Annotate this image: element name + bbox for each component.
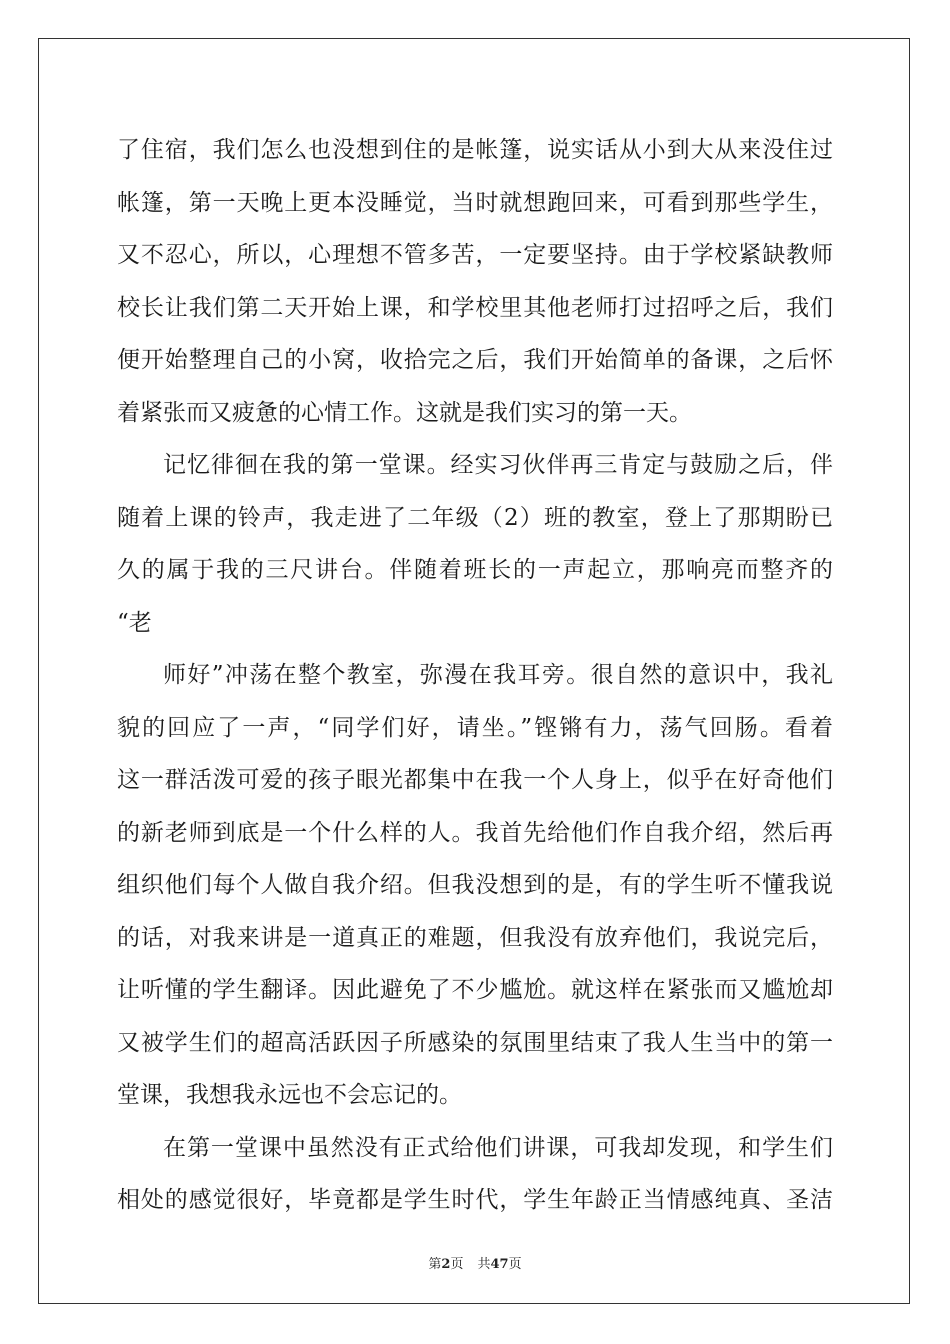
text-line: 堂课，我想我永远也不会忘记的。 — [117, 1082, 462, 1108]
text-line: 了住宿，我们怎么也没想到住的是帐篷，说实话从小到大从来没住过 — [117, 137, 833, 163]
text-line: 记忆徘徊在我的第一堂课。经实习伙伴再三肯定与鼓励之后，伴 — [163, 452, 833, 478]
text-line: 随着上课的铃声，我走进了二年级（2）班的教室，登上了那期盼已 — [117, 504, 833, 531]
text-line: 貌的回应了一声，“同学们好，请坐。”铿锵有力，荡气回肠。看着 — [117, 714, 833, 741]
text-line: 组织他们每个人做自我介绍。但我没想到的是，有的学生听不懂我说 — [117, 872, 833, 898]
footer-total-suffix: 页 — [508, 1257, 522, 1272]
text-line: “老 — [117, 609, 152, 636]
document-body — [117, 126, 833, 1229]
page-footer — [0, 1253, 950, 1272]
text-line: 着紧张而又疲惫的心情工作。这就是我们实习的第一天。 — [117, 399, 692, 426]
text-line: 师好”冲荡在整个教室，弥漫在我耳旁。很自然的意识中，我礼 — [163, 662, 833, 688]
text-line: 相处的感觉很好，毕竟都是学生时代，学生年龄正当情感纯真、圣洁 — [117, 1187, 833, 1213]
text-line: 让听懂的学生翻译。因此避免了不少尴尬。就这样在紧张而又尴尬却 — [117, 977, 833, 1003]
text-line: 又不忍心，所以，心理想不管多苦，一定要坚持。由于学校紧缺教师 — [117, 242, 833, 268]
footer-page-suffix: 页 — [450, 1257, 464, 1272]
text-line: 的话，对我来讲是一道真正的难题，但我没有放弃他们，我说完后， — [117, 924, 833, 951]
total-pages-number: 47 — [490, 1257, 509, 1272]
current-page-number: 2 — [441, 1257, 451, 1272]
footer-total-prefix: 共 — [477, 1257, 491, 1272]
text-line: 的新老师到底是一个什么样的人。我首先给他们作自我介绍，然后再 — [117, 819, 833, 846]
text-line: 便开始整理自己的小窝，收拾完之后，我们开始简单的备课，之后怀 — [117, 347, 833, 373]
text-line: 帐篷，第一天晚上更本没睡觉，当时就想跑回来，可看到那些学生， — [117, 189, 833, 216]
footer-prefix: 第 — [428, 1257, 442, 1272]
text-line: 又被学生们的超高活跃因子所感染的氛围里结束了我人生当中的第一 — [117, 1029, 833, 1056]
text-line: 校长让我们第二天开始上课，和学校里其他老师打过招呼之后，我们 — [117, 294, 833, 321]
text-line: 这一群活泼可爱的孩子眼光都集中在我一个人身上，似乎在好奇他们 — [117, 767, 833, 793]
text-line: 久的属于我的三尺讲台。伴随着班长的一声起立，那响亮而整齐的 — [117, 557, 833, 583]
text-line: 在第一堂课中虽然没有正式给他们讲课，可我却发现，和学生们 — [163, 1134, 833, 1161]
